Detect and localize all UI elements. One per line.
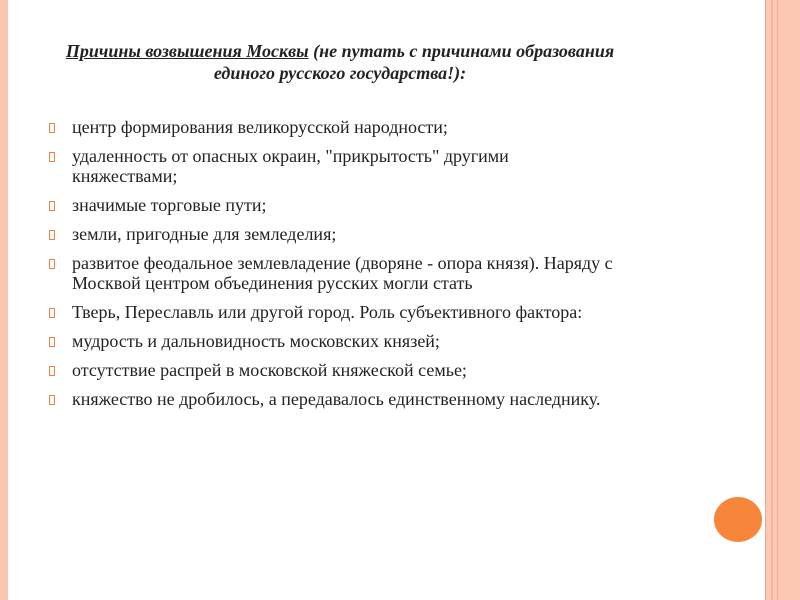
orange-circle-decoration	[714, 497, 762, 542]
item-text: значимые торговые пути;	[72, 195, 267, 215]
list-item	[44, 253, 672, 293]
reasons-list	[44, 117, 744, 418]
bullet-icon	[49, 366, 55, 376]
bullet-icon	[49, 395, 55, 405]
title-underlined: Причины возвышения Москвы	[65, 41, 309, 61]
slide-title	[40, 40, 640, 84]
item-text: Тверь, Переславль или другой город. Роль субъективного фактора:	[72, 302, 583, 322]
item-text: удаленность от опасных окраин, "прикрытость" другими княжествами;	[72, 146, 509, 186]
bullet-icon	[49, 152, 55, 162]
item-text: развитое феодальное землевладение (дворяне - опора князя). Наряду с Москвой центром объединения русских могли стать	[72, 253, 613, 293]
item-text: мудрость и дальновидность московских князей;	[72, 331, 440, 351]
left-decorative-stripe	[0, 0, 8, 600]
title-rest: (не путать с причинами образования единого русского государства!):	[213, 41, 615, 83]
bullet-icon	[49, 308, 55, 318]
list-item	[44, 360, 744, 380]
list-item	[44, 331, 744, 351]
list-item	[44, 224, 744, 244]
item-text: центр формирования великорусской народности;	[72, 117, 448, 137]
right-decorative-stripe	[765, 0, 800, 600]
bullet-icon	[49, 123, 55, 133]
bullet-icon	[49, 337, 55, 347]
item-text: земли, пригодные для земледелия;	[72, 224, 337, 244]
list-item	[44, 195, 744, 215]
item-text: отсутствие распрей в московской княжеской семье;	[72, 360, 467, 380]
bullet-icon	[49, 230, 55, 240]
list-item	[44, 389, 744, 409]
bullet-icon	[49, 259, 55, 269]
list-item	[44, 146, 612, 186]
list-item	[44, 117, 744, 137]
item-text: княжество не дробилось, а передавалось единственному наследнику.	[72, 389, 601, 409]
list-item	[44, 302, 744, 322]
bullet-icon	[49, 201, 55, 211]
